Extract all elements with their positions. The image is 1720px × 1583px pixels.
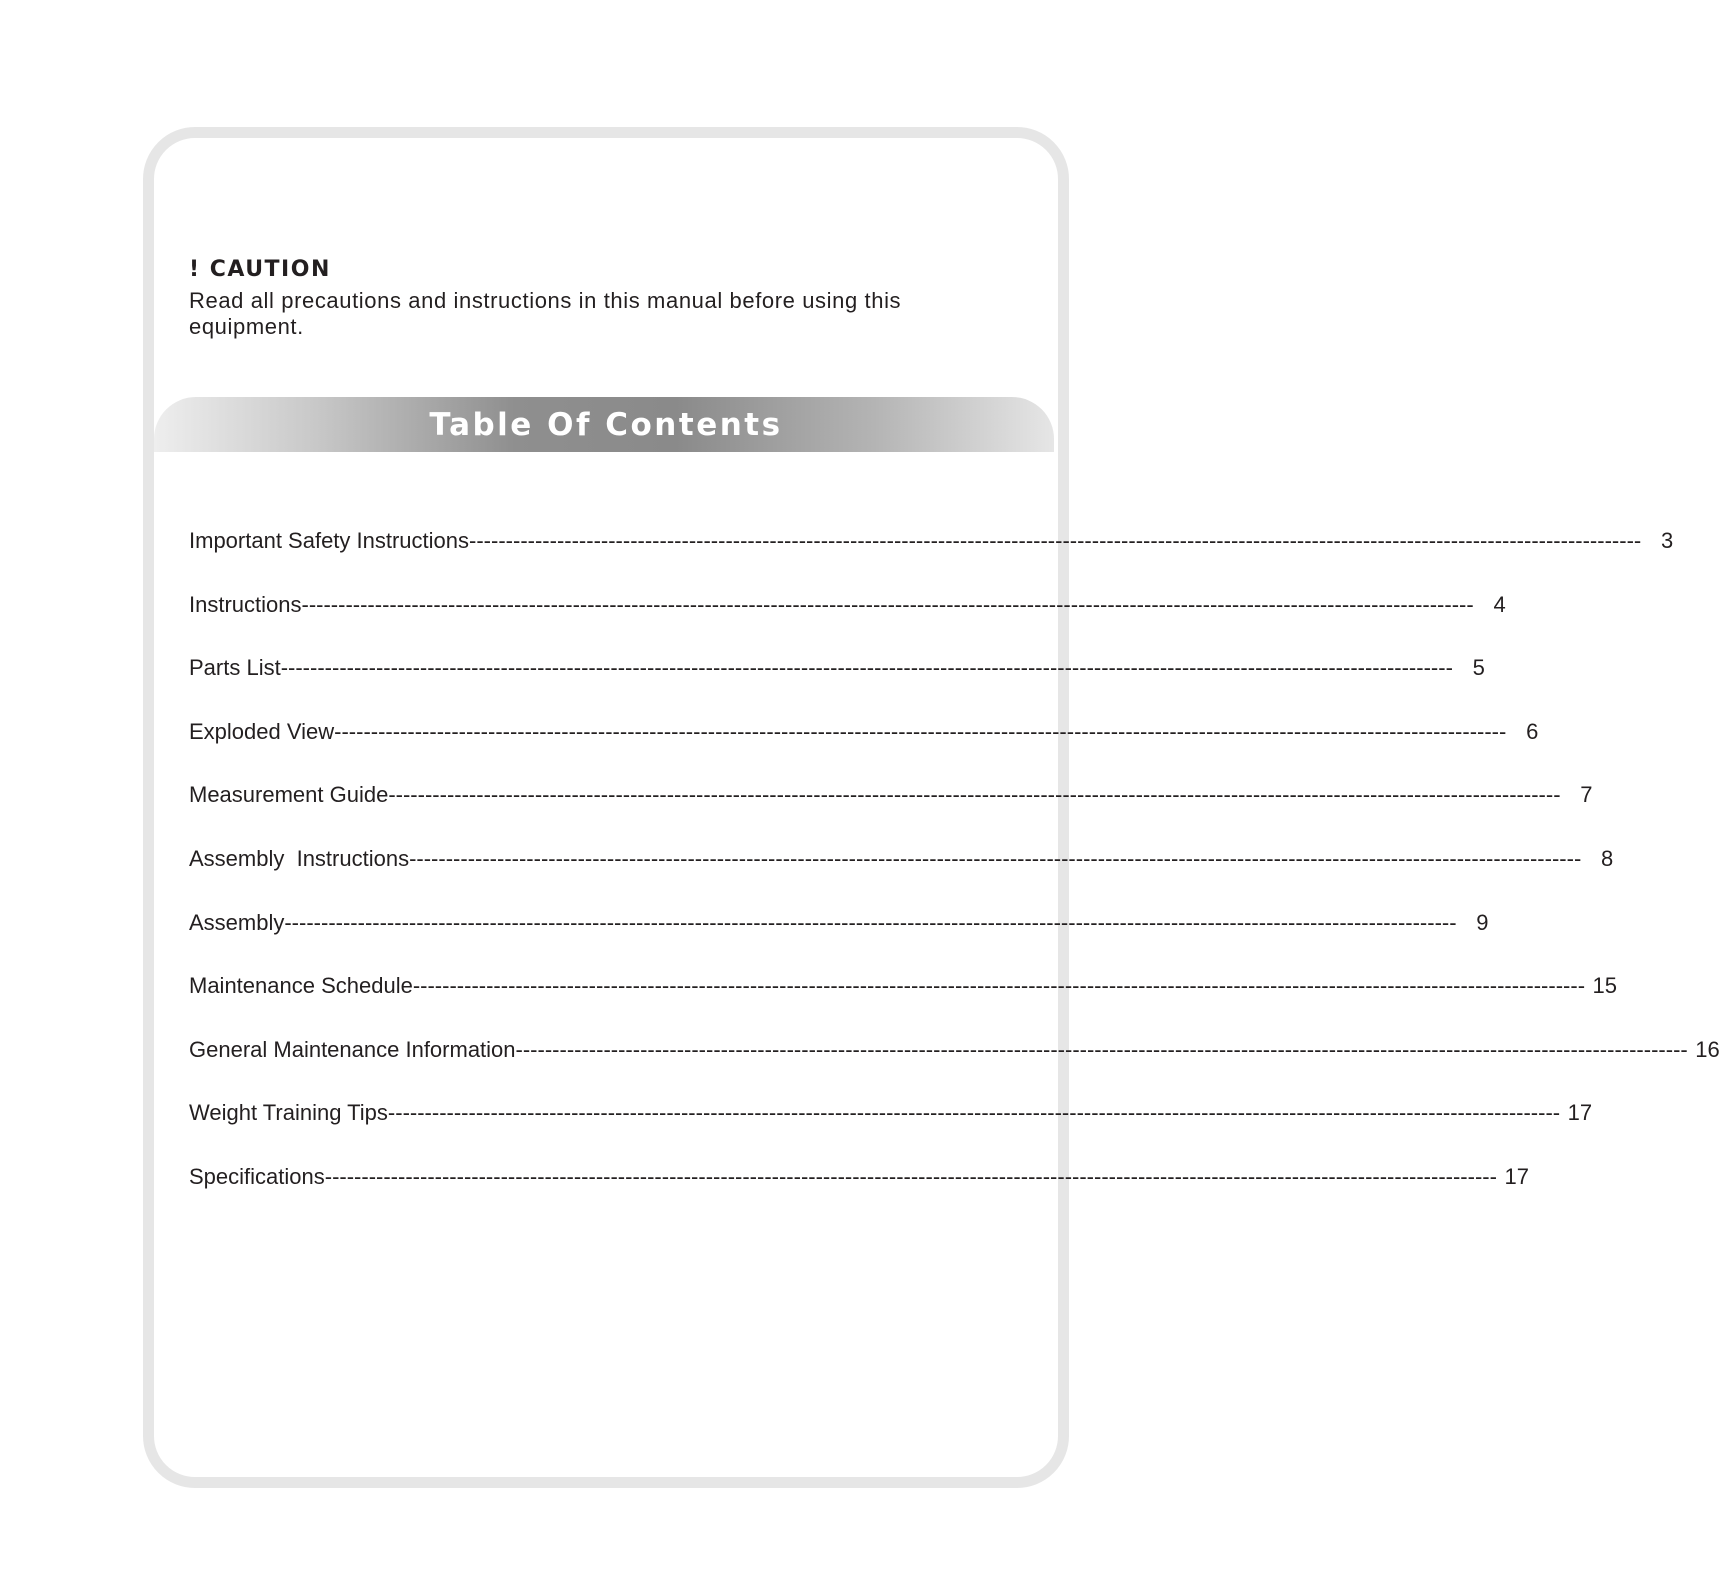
toc-entry[interactable]: [189, 908, 1489, 972]
toc-entry[interactable]: [189, 780, 1593, 844]
toc-entry-page: 8: [1601, 845, 1614, 871]
toc-leader: ----------------------------------------------------------------------------------------------------------------------------------------------------------------: [324, 1163, 1497, 1189]
toc-leader: ----------------------------------------------------------------------------------------------------------------------------------------------------------------: [469, 528, 1642, 553]
toc-entry-page: 6: [1526, 718, 1539, 744]
caution-block: [189, 256, 989, 340]
toc-entry-page: 4: [1493, 591, 1506, 617]
toc-entry[interactable]: [189, 1098, 1593, 1162]
toc-entry-page: 9: [1476, 909, 1489, 935]
toc-leader: ----------------------------------------------------------------------------------------------------------------------------------------------------------------: [412, 973, 1586, 999]
toc-entry[interactable]: [189, 590, 1506, 654]
toc-entry-page: 17: [1567, 1100, 1593, 1126]
toc-leader: ----------------------------------------------------------------------------------------------------------------------------------------------------------------: [409, 845, 1582, 871]
toc-leader: ----------------------------------------------------------------------------------------------------------------------------------------------------------------: [515, 1036, 1688, 1062]
toc-entry-label: Parts List: [189, 655, 281, 681]
caution-title: ! CAUTION: [189, 257, 331, 282]
toc-entry[interactable]: [189, 844, 1614, 908]
toc-entry[interactable]: [189, 653, 1485, 717]
toc-title: Table Of Contents: [429, 406, 783, 443]
toc-entry-page: 7: [1580, 782, 1593, 808]
toc-leader: ----------------------------------------------------------------------------------------------------------------------------------------------------------------: [388, 782, 1561, 808]
toc-leader: ----------------------------------------------------------------------------------------------------------------------------------------------------------------: [334, 718, 1507, 744]
toc-entry-page: 5: [1472, 655, 1485, 681]
toc-leader: ----------------------------------------------------------------------------------------------------------------------------------------------------------------: [387, 1100, 1561, 1126]
toc-entry[interactable]: [189, 1035, 1720, 1099]
toc-entry-label: Specifications: [189, 1163, 325, 1189]
toc-leader: ----------------------------------------------------------------------------------------------------------------------------------------------------------------: [280, 655, 1453, 681]
toc-entry-label: Assembly: [189, 909, 285, 935]
toc-entry-page: 17: [1504, 1163, 1529, 1189]
toc-entry[interactable]: [189, 526, 1674, 590]
toc-entry-label: Weight Training Tips: [189, 1100, 388, 1126]
toc-entry-label: Important Safety Instructions: [189, 528, 470, 553]
toc-entry-label: Maintenance Schedule: [189, 973, 413, 999]
toc-entry-label: Assembly Instructions: [189, 845, 410, 871]
toc-entry-label: Exploded View: [189, 718, 335, 744]
toc-leader: ----------------------------------------------------------------------------------------------------------------------------------------------------------------: [284, 909, 1457, 935]
toc-entry[interactable]: [189, 717, 1539, 781]
toc-entry-label: Measurement Guide: [189, 782, 389, 808]
toc-leader: ----------------------------------------------------------------------------------------------------------------------------------------------------------------: [301, 591, 1474, 617]
toc-entry-page: 15: [1592, 973, 1618, 999]
caution-text: Read all precautions and instructions in this manual before using this equipment.: [189, 288, 902, 339]
toc-entry-page: 16: [1695, 1036, 1720, 1062]
toc-banner: [154, 397, 1054, 452]
toc-entry[interactable]: [189, 971, 1618, 1035]
toc-entry-label: General Maintenance Information: [189, 1036, 516, 1062]
toc-entry-label: Instructions: [189, 591, 302, 617]
toc-entry[interactable]: [189, 1162, 1529, 1226]
toc-entry-page: 3: [1660, 528, 1674, 553]
toc-list: [189, 526, 1720, 1226]
